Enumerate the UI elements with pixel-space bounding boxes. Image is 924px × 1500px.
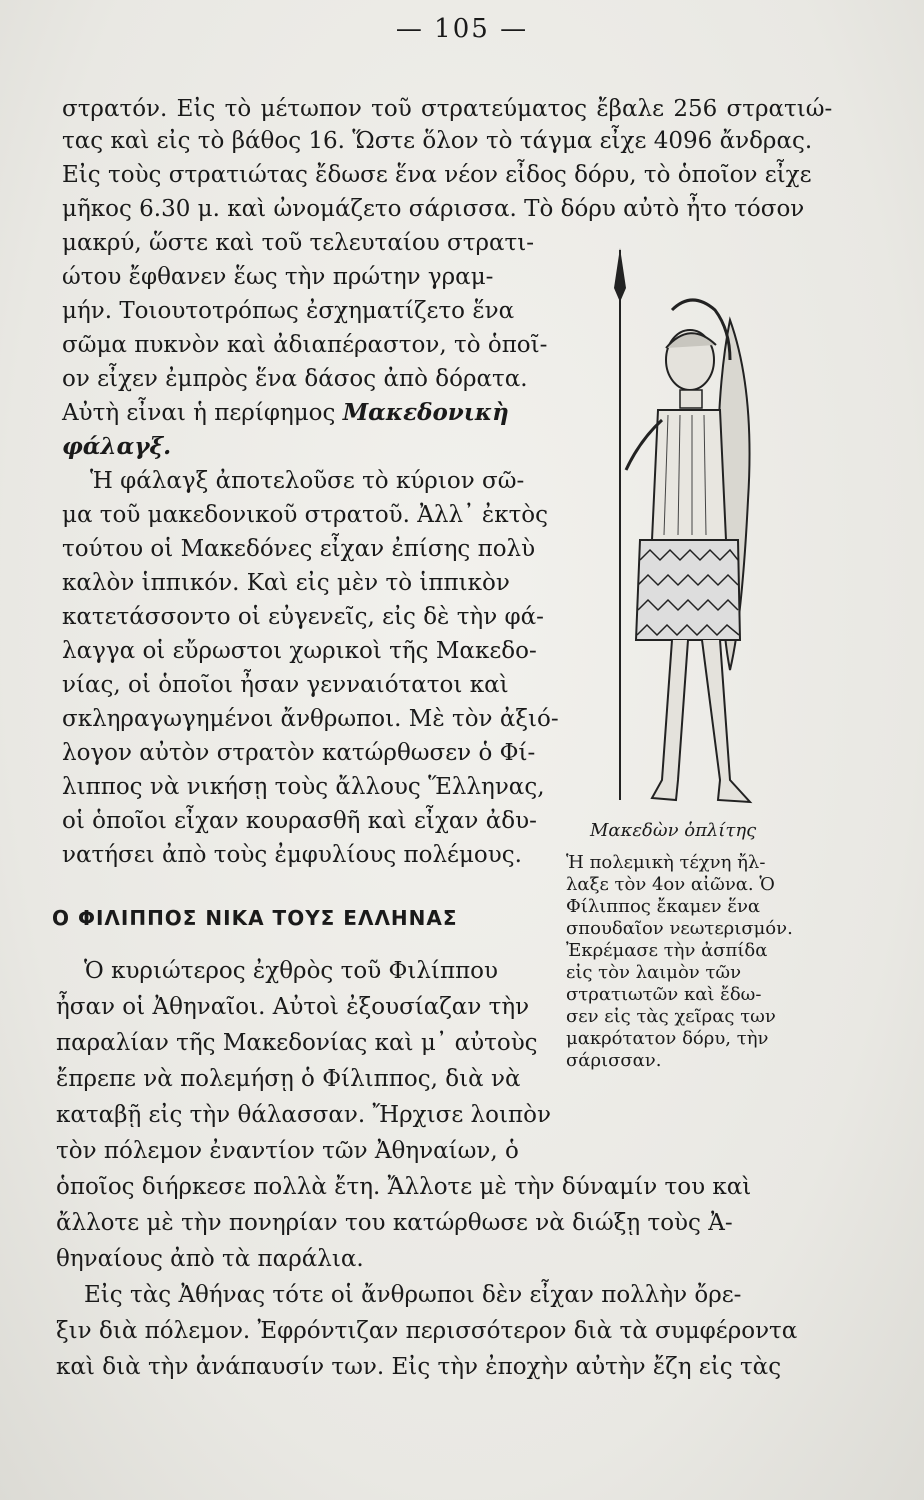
text-line: Ἡ φάλαγξ ἀποτελοῦσε τὸ κύριον σῶ- [90, 468, 525, 494]
text-line: τούτου οἱ Μακεδόνες εἶχαν ἐπίσης πολὺ [62, 536, 536, 562]
text-line: τας καὶ εἰς τὸ βάθος 16. Ὥστε ὅλον τὸ τάγμα εἶχε 4096 ἄνδρας. [62, 128, 813, 154]
text-line: ον εἶχεν ἐμπρὸς ἕνα δάσος ἀπὸ δόρατα. [62, 366, 528, 392]
text-line: νατήσει ἀπὸ τοὺς ἐμφυλίους πολέμους. [62, 842, 522, 868]
text-line: ἄλλοτε μὲ τὴν πονηρίαν του κατώρθωσε νὰ διώξῃ τοὺς Ἀ- [56, 1210, 733, 1236]
side-note-line: μακρότατον δόρυ, τὴν [566, 1028, 769, 1049]
text-line: παραλίαν τῆς Μακεδονίας καὶ μ᾽ αὐτοὺς [56, 1030, 538, 1056]
text-line: Εἰς τὰς Ἀθήνας τότε οἱ ἄνθρωποι δὲν εἶχαν πολλὴν ὄρε- [84, 1282, 742, 1308]
text-line: ξιν διὰ πόλεμον. Ἐφρόντιζαν περισσότερον διὰ τὰ συμφέροντα [56, 1318, 798, 1344]
side-note-line: Ἡ πολεμικὴ τέχνη ἤλ- [566, 852, 766, 873]
text-line: μῆκος 6.30 μ. καὶ ὠνομάζετο σάρισσα. Τὸ δόρυ αὐτὸ ἦτο τόσον [62, 196, 805, 222]
side-note-line: σάρισσαν. [566, 1050, 662, 1071]
text-line: μα τοῦ μακεδονικοῦ στρατοῦ. Ἀλλ᾽ ἐκτὸς [62, 502, 549, 528]
text-line: μήν. Τοιουτοτρόπως ἐσχηματίζετο ἕνα [62, 298, 515, 324]
side-note-line: λαξε τὸν 4ον αἰῶνα. Ὁ [566, 874, 775, 895]
text-line: λιππος νὰ νικήσῃ τοὺς ἄλλους Ἕλληνας, [62, 774, 545, 800]
emphasis-term: Μακεδονικὴ [342, 399, 509, 426]
side-note-line: στρατιωτῶν καὶ ἔδω- [566, 984, 762, 1005]
text-line: νίας, οἱ ὁποῖοι ἦσαν γενναιότατοι καὶ [62, 672, 509, 698]
side-note-line: σπουδαῖον νεωτερισμόν. [566, 918, 793, 939]
section-heading: Ο ΦΙΛΙΠΠΟΣ ΝΙΚΑ ΤΟΥΣ ΕΛΛΗΝΑΣ [52, 906, 458, 930]
text-line: καλὸν ἱππικόν. Καὶ εἰς μὲν τὸ ἱππικὸν [62, 570, 510, 596]
text-line: καὶ διὰ τὴν ἀνάπαυσίν των. Εἰς τὴν ἐποχὴν αὐτὴν ἔζη εἰς τὰς [56, 1354, 782, 1380]
side-note-line: σεν εἰς τὰς χεῖρας των [566, 1006, 776, 1027]
text-line: λογον αὐτὸν στρατὸν κατώρθωσεν ὁ Φί- [62, 740, 536, 766]
macedonian-hoplite-illustration-icon [580, 240, 780, 810]
text-line: κατετάσσοντο οἱ εὐγενεῖς, εἰς δὲ τὴν φά- [62, 604, 544, 630]
text-line: Ὁ κυριώτερος ἐχθρὸς τοῦ Φιλίππου [84, 958, 499, 984]
side-note-line: Ἐκρέμασε τὴν ἀσπίδα [566, 940, 768, 961]
text-line: καταβῇ εἰς τὴν θάλασσαν. Ἤρχισε λοιπὸν [56, 1102, 551, 1128]
text-line: σῶμα πυκνὸν καὶ ἀδιαπέραστον, τὸ ὁποῖ- [62, 332, 548, 358]
figure-caption: Μακεδὼν ὁπλίτης [590, 820, 757, 841]
text-line: λαγγα οἱ εὔρωστοι χωρικοὶ τῆς Μακεδο- [62, 638, 537, 664]
side-note-line: εἰς τὸν λαιμὸν τῶν [566, 962, 742, 983]
emphasis-term: φάλαγξ. [62, 433, 172, 460]
text-line: στρατόν. Εἰς τὸ μέτωπον τοῦ στρατεύματος ἔβαλε 256 στρατιώ- [62, 96, 833, 122]
text-line: ὁποῖος διήρκεσε πολλὰ ἔτη. Ἄλλοτε μὲ τὴν δύναμίν του καὶ [56, 1174, 752, 1200]
text-line: οἱ ὁποῖοι εἶχαν κουρασθῆ καὶ εἶχαν ἀδυ- [62, 808, 537, 834]
text-line: ἦσαν οἱ Ἀθηναῖοι. Αὐτοὶ ἐξουσίαζαν τὴν [56, 994, 530, 1020]
text-line: ἔπρεπε νὰ πολεμήσῃ ὁ Φίλιππος, διὰ νὰ [56, 1066, 521, 1092]
text-line: σκληραγωγημένοι ἄνθρωποι. Μὲ τὸν ἀξιό- [62, 706, 559, 732]
side-note-line: Φίλιππος ἔκαμεν ἕνα [566, 896, 761, 917]
text-line: θηναίους ἀπὸ τὰ παράλια. [56, 1246, 364, 1272]
text-line: τὸν πόλεμον ἐναντίον τῶν Ἀθηναίων, ὁ [56, 1138, 519, 1164]
text-line: Εἰς τοὺς στρατιώτας ἔδωσε ἕνα νέον εἶδος δόρυ, τὸ ὁποῖον εἶχε [62, 162, 812, 188]
text-line [62, 398, 509, 428]
page-number: — 105 — [395, 14, 529, 44]
text-fragment: Αὐτὴ εἶναι ἡ περίφημος [62, 400, 336, 426]
text-line: μακρύ, ὥστε καὶ τοῦ τελευταίου στρατι- [62, 230, 535, 256]
text-line: ώτου ἔφθανεν ἕως τὴν πρώτην γραμ- [62, 264, 494, 290]
